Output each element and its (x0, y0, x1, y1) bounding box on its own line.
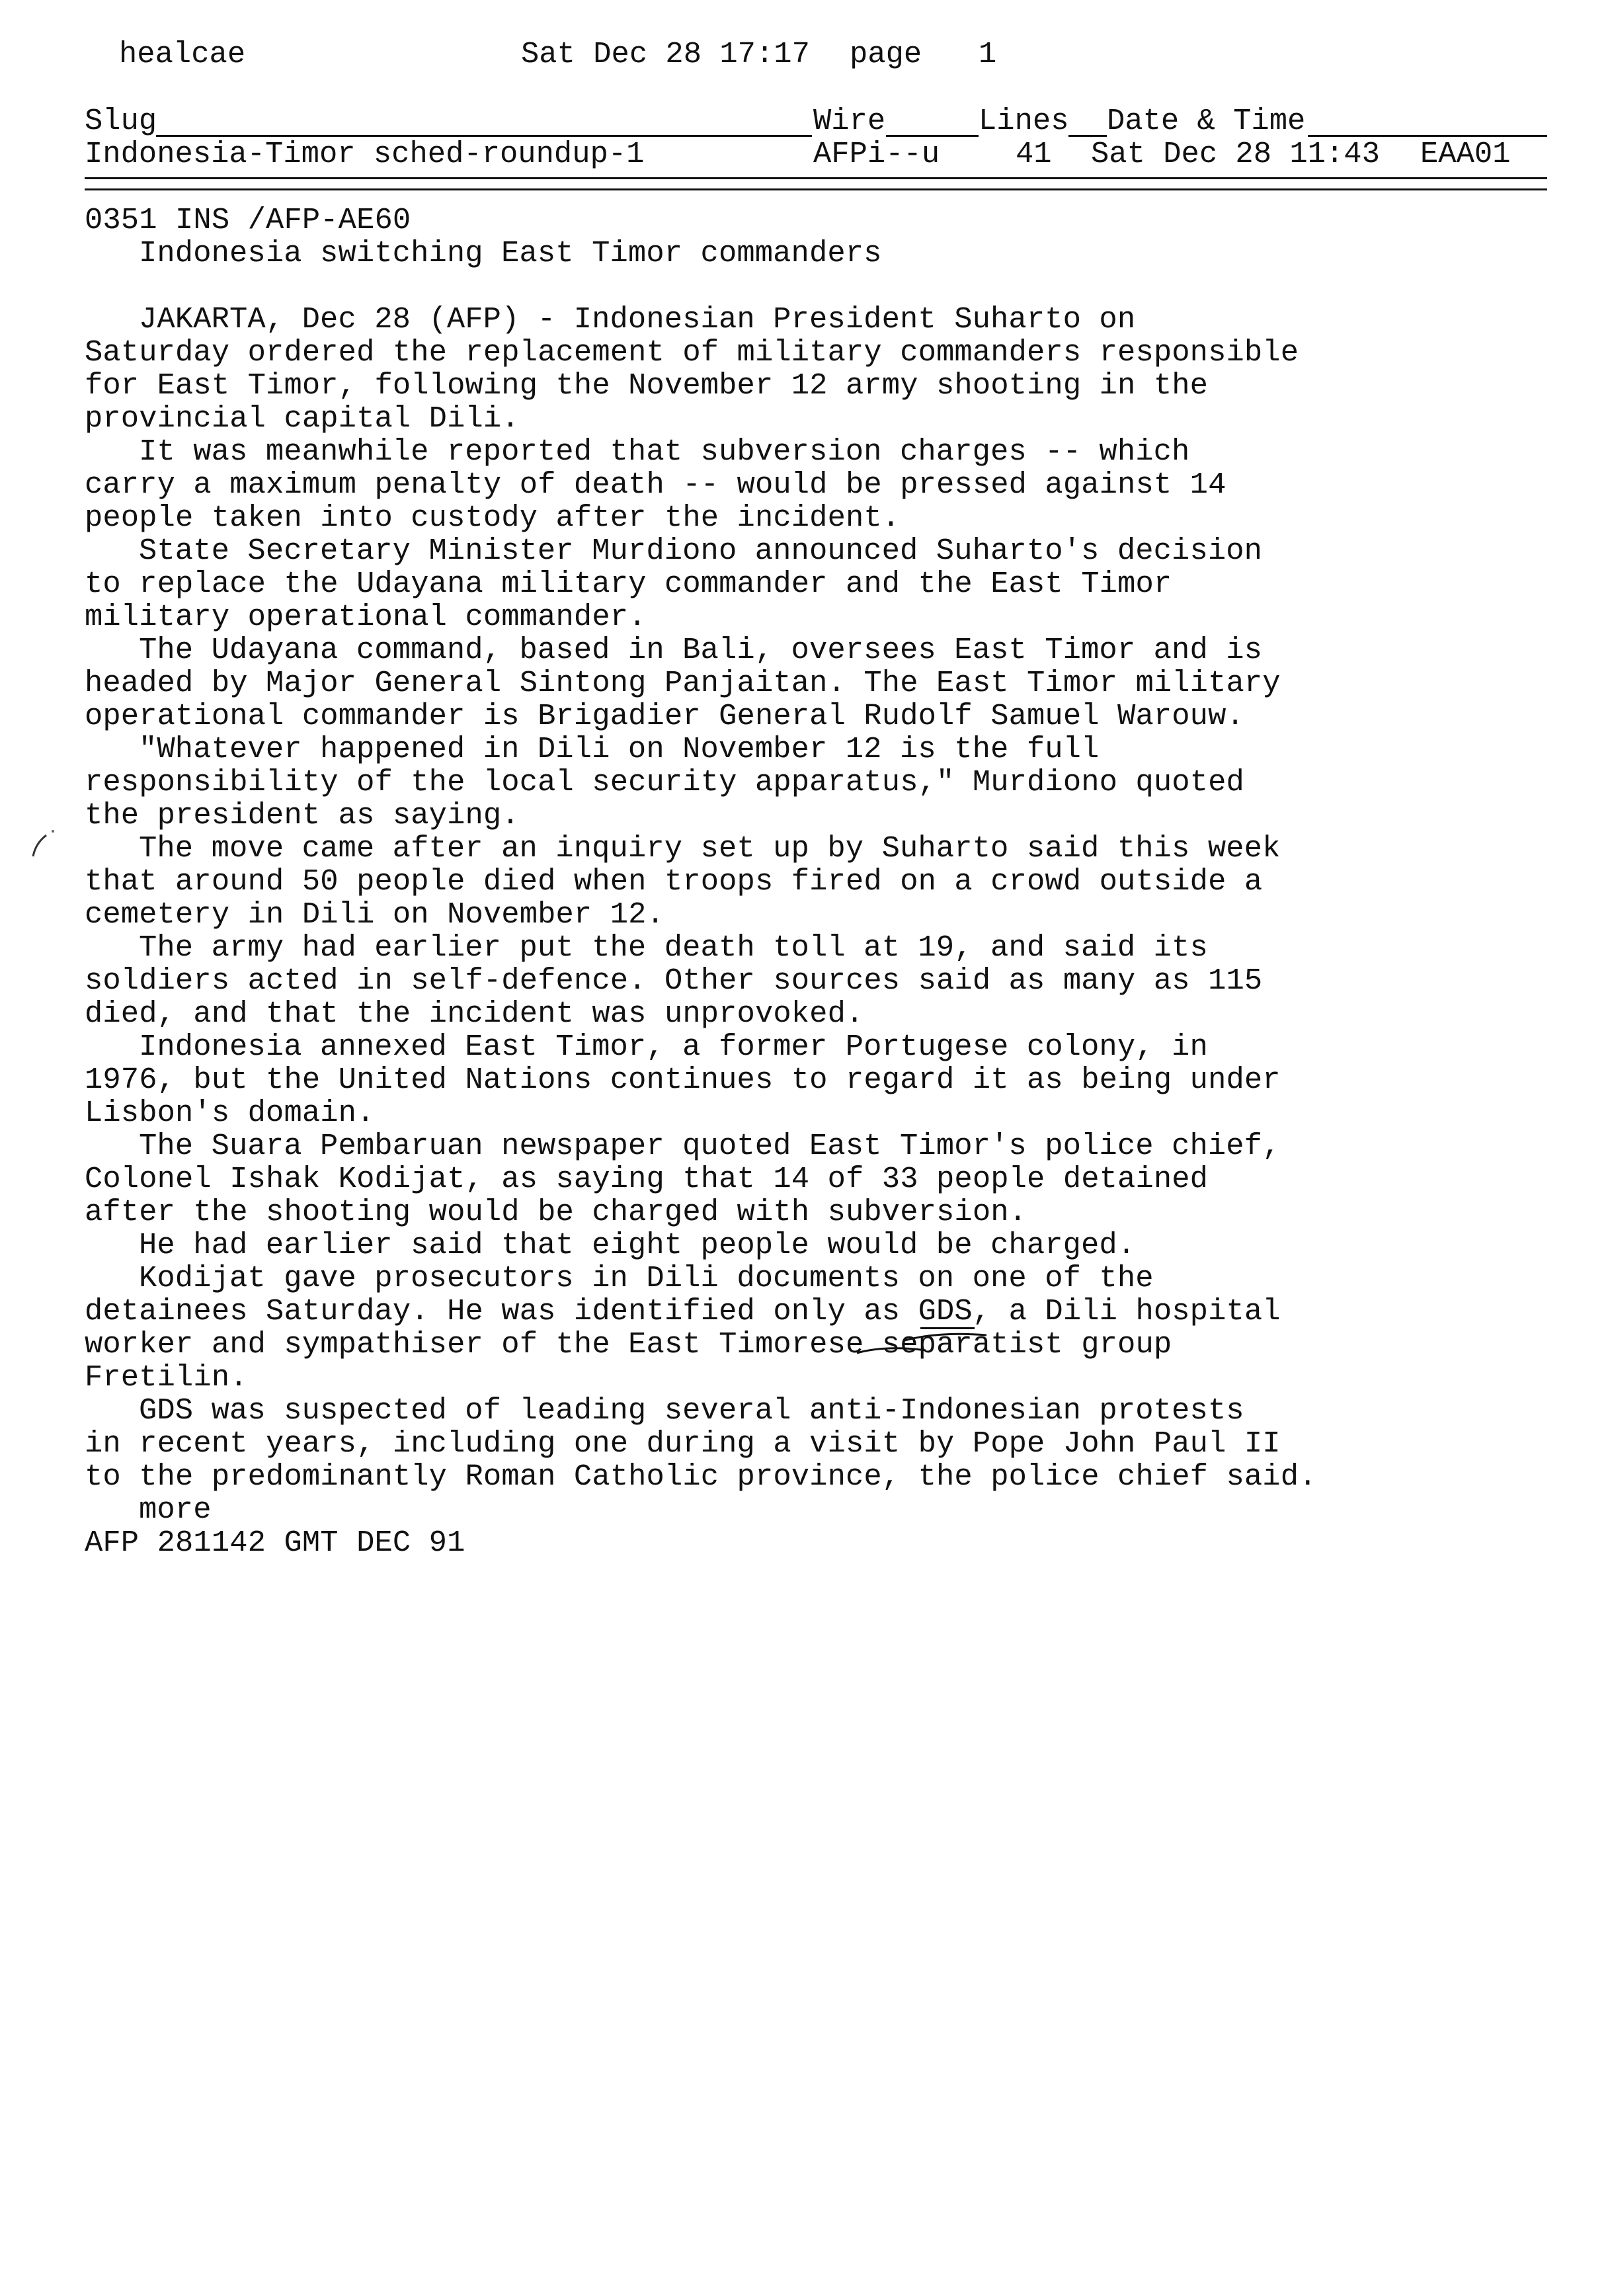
body-line: Lisbon's domain. (85, 1096, 375, 1130)
body-line: cemetery in Dili on November 12. (85, 897, 664, 932)
body-line: Kodijat gave prosecutors in Dili documents on one of the (139, 1261, 1154, 1295)
body-line: Fretilin. (85, 1360, 248, 1395)
user-name: healcae (119, 37, 246, 71)
slug-value: Indonesia-Timor sched-roundup-1 (85, 137, 645, 171)
body-line: provincial capital Dili. (85, 401, 520, 436)
body-line: "Whatever happened in Dili on November 12 is the full (139, 732, 1100, 766)
story-footer: AFP 281142 GMT DEC 91 (85, 1526, 465, 1560)
body-line: headed by Major General Sintong Panjaitan. The East Timor military (85, 666, 1281, 700)
page-number: 1 (979, 37, 997, 71)
body-line: worker and sympathiser of the East Timorese separatist group (85, 1327, 1172, 1362)
body-line: to the predominantly Roman Catholic province, the police chief said. (85, 1459, 1317, 1494)
wire-value: AFPi--u (813, 137, 940, 171)
handwritten-caret-mark (853, 1344, 932, 1364)
double-rule-separator (85, 177, 1547, 190)
body-line: carry a maximum penalty of death -- would be pressed against 14 (85, 468, 1226, 502)
body-line: JAKARTA, Dec 28 (AFP) - Indonesian President Suharto on (139, 302, 1136, 337)
body-line: in recent years, including one during a visit by Pope John Paul II (85, 1426, 1281, 1461)
body-line: The Suara Pembaruan newspaper quoted East Timor's police chief, (139, 1129, 1281, 1163)
body-line: detainees Saturday. He was identified only as GDS, a Dili hospital (85, 1294, 1281, 1329)
body-line: State Secretary Minister Murdiono announced Suharto's decision (139, 534, 1263, 568)
print-timestamp: Sat Dec 28 17:17 (521, 37, 810, 71)
body-line: that around 50 people died when troops fired on a crowd outside a (85, 864, 1263, 899)
body-line: after the shooting would be charged with subversion. (85, 1195, 1027, 1229)
slug-label: Slug (85, 104, 157, 138)
body-line: people taken into custody after the incident. (85, 501, 901, 535)
body-line: soldiers acted in self-defence. Other sources said as many as 115 (85, 964, 1263, 998)
body-line: GDS was suspected of leading several anti-Indonesian protests (139, 1393, 1244, 1428)
body-line: for East Timor, following the November 12 army shooting in the (85, 368, 1209, 403)
body-line: The Udayana command, based in Bali, oversees East Timor and is (139, 633, 1263, 667)
body-line: He had earlier said that eight people would be charged. (139, 1228, 1136, 1262)
body-line: died, and that the incident was unprovoked. (85, 997, 864, 1031)
body-line: 1976, but the United Nations continues to regard it as being under (85, 1063, 1281, 1097)
story-id-line: 0351 INS /AFP-AE60 (85, 203, 411, 237)
story-headline: Indonesia switching East Timor commanders (139, 236, 882, 270)
date-time-value: Sat Dec 28 11:43 (1091, 137, 1380, 171)
body-line: to replace the Udayana military commander and the East Timor (85, 567, 1172, 601)
body-line: operational commander is Brigadier General Rudolf Samuel Warouw. (85, 699, 1244, 733)
body-line: Saturday ordered the replacement of military commanders responsible (85, 335, 1299, 370)
body-line: responsibility of the local security apparatus," Murdiono quoted (85, 765, 1244, 800)
lines-label: Lines (979, 104, 1069, 138)
body-line: military operational commander. (85, 600, 647, 634)
code-value: EAA01 (1420, 137, 1511, 171)
body-line: The move came after an inquiry set up by Suharto said this week (139, 831, 1281, 866)
page-label: page (850, 37, 922, 71)
body-line: Indonesia annexed East Timor, a former Portugese colony, in (139, 1030, 1208, 1064)
body-line: Colonel Ishak Kodijat, as saying that 14 of 33 people detained (85, 1162, 1209, 1196)
margin-speck-mark (26, 823, 60, 863)
wire-label: Wire (813, 104, 886, 138)
body-line: The army had earlier put the death toll at 19, and said its (139, 930, 1208, 965)
lines-value: 41 (1016, 137, 1052, 171)
body-line: It was meanwhile reported that subversion charges -- which (139, 434, 1190, 469)
date-time-label: Date & Time (1107, 104, 1306, 138)
body-line: the president as saying. (85, 798, 520, 833)
body-line: more (139, 1493, 212, 1527)
